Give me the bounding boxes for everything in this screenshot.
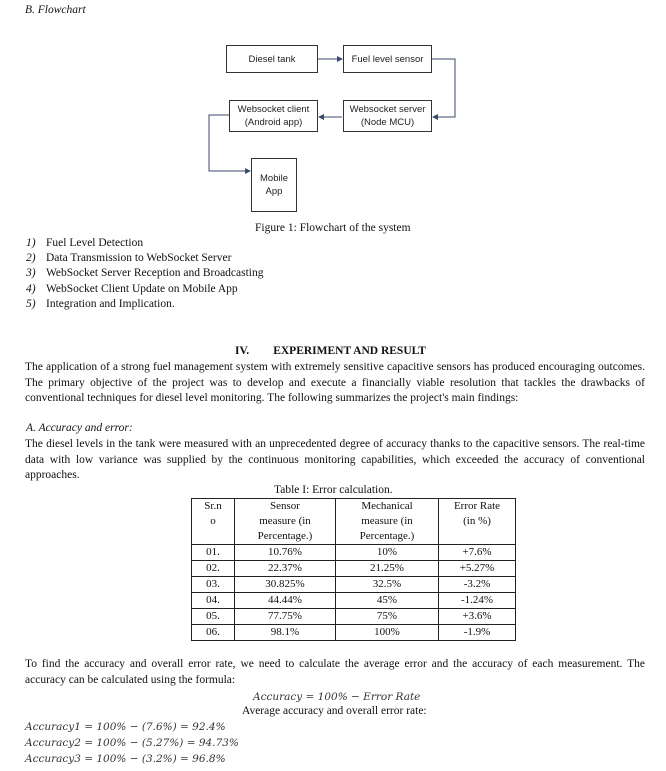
cell-sensor: 10.76%	[235, 545, 336, 561]
cell-mechanical: 100%	[336, 625, 439, 641]
header-error-rate: Error Rate (in %)	[439, 499, 516, 545]
formula-paragraph: To find the accuracy and overall error rate, we need to calculate the average error and the accuracy of each measurement. The accuracy can be calculated using the formula:	[25, 658, 645, 686]
figure-caption: Figure 1: Flowchart of the system	[255, 222, 411, 234]
cell-no: 05.	[192, 609, 235, 625]
cell-error: -3.2%	[439, 577, 516, 593]
list-item-number: 1)	[26, 237, 36, 249]
list-item	[26, 283, 238, 295]
cell-sensor: 98.1%	[235, 625, 336, 641]
cell-sensor: 44.44%	[235, 593, 336, 609]
websocket-server-box	[343, 100, 432, 132]
list-item-text: WebSocket Server Reception and Broadcasting	[46, 267, 264, 279]
section-title: EXPERIMENT AND RESULT	[273, 345, 426, 357]
cell-error: +3.6%	[439, 609, 516, 625]
list-item-number: 4)	[26, 283, 36, 295]
accuracy-line-1: Accuracy1 = 100% − (7.6%) = 92.4%	[25, 721, 226, 733]
cell-no: 02.	[192, 561, 235, 577]
mobile-app-sublabel: App	[265, 186, 283, 197]
list-item-text: Data Transmission to WebSocket Server	[46, 252, 232, 264]
list-item-text: Integration and Implication.	[46, 298, 175, 310]
cell-mechanical: 75%	[336, 609, 439, 625]
list-item-number: 2)	[26, 252, 36, 264]
fuel-level-sensor-box	[343, 45, 432, 73]
list-item	[26, 298, 175, 310]
accuracy-line-3: Accuracy3 = 100% − (3.2%) = 96.8%	[25, 753, 226, 765]
diesel-tank-box	[226, 45, 318, 73]
mobile-app-box	[251, 158, 297, 212]
table-row	[192, 625, 516, 641]
header-mechanical: Mechanical measure (in Percentage.)	[336, 499, 439, 545]
websocket-server-sublabel: (Node MCU)	[360, 117, 415, 128]
cell-mechanical: 32.5%	[336, 577, 439, 593]
cell-error: -1.9%	[439, 625, 516, 641]
websocket-client-box	[229, 100, 318, 132]
table-row	[192, 545, 516, 561]
accuracy-line-2: Accuracy2 = 100% − (5.27%) = 94.73%	[25, 737, 239, 749]
arrow-sensor-to-server	[432, 59, 455, 117]
error-table	[191, 498, 516, 641]
cell-no: 04.	[192, 593, 235, 609]
flowchart-connectors	[0, 0, 666, 225]
websocket-client-label: Websocket client	[237, 104, 310, 115]
diesel-tank-label: Diesel tank	[248, 53, 296, 65]
cell-mechanical: 10%	[336, 545, 439, 561]
cell-error: +7.6%	[439, 545, 516, 561]
section-b-heading: B. Flowchart	[25, 4, 86, 16]
cell-sensor: 30.825%	[235, 577, 336, 593]
intro-paragraph: The application of a strong fuel management system with extremely sensitive capacitive sensors has produced encouraging outcomes. The primary objective of the project was to develop and execute a financially viable resolution that tackles the drawbacks of conventional techniques for diesel level monitoring. The following summarizes the project's main findings:	[25, 361, 645, 404]
list-item-number: 3)	[26, 267, 36, 279]
cell-mechanical: 45%	[336, 593, 439, 609]
subsection-a-heading: A. Accuracy and error:	[26, 422, 133, 434]
mobile-app-label: Mobile	[260, 173, 288, 184]
cell-error: +5.27%	[439, 561, 516, 577]
cell-sensor: 22.37%	[235, 561, 336, 577]
fuel-level-sensor-label: Fuel level sensor	[351, 53, 424, 65]
websocket-client-sublabel: (Android app)	[244, 117, 303, 128]
table-row	[192, 561, 516, 577]
section-number: IV.	[235, 345, 250, 357]
header-srno: Sr.n o	[192, 499, 235, 545]
table-header-row	[192, 499, 516, 545]
list-item	[26, 252, 231, 264]
list-item-number: 5)	[26, 298, 36, 310]
list-item-text: WebSocket Client Update on Mobile App	[46, 283, 238, 295]
list-item-text: Fuel Level Detection	[46, 237, 144, 249]
list-item	[26, 267, 264, 279]
cell-mechanical: 21.25%	[336, 561, 439, 577]
cell-no: 06.	[192, 625, 235, 641]
section-iv-heading	[235, 345, 426, 357]
header-sensor: Sensor measure (in Percentage.)	[235, 499, 336, 545]
cell-error: -1.24%	[439, 593, 516, 609]
list-item	[26, 237, 143, 249]
accuracy-paragraph: The diesel levels in the tank were measured with an unprecedented degree of accuracy thanks to the capacitive sensors. The real-time data with low variance was supplied by the continuous monitoring capabilities, which exceeded the accuracy of conventional approaches.	[25, 438, 645, 481]
cell-no: 01.	[192, 545, 235, 561]
accuracy-formula: Accuracy = 100% − Error Rate	[253, 691, 421, 703]
cell-sensor: 77.75%	[235, 609, 336, 625]
average-heading: Average accuracy and overall error rate:	[242, 705, 427, 717]
table-row	[192, 577, 516, 593]
table-row	[192, 609, 516, 625]
table-caption: Table I: Error calculation.	[274, 484, 393, 496]
table-row	[192, 593, 516, 609]
cell-no: 03.	[192, 577, 235, 593]
websocket-server-label: Websocket server	[349, 104, 426, 115]
